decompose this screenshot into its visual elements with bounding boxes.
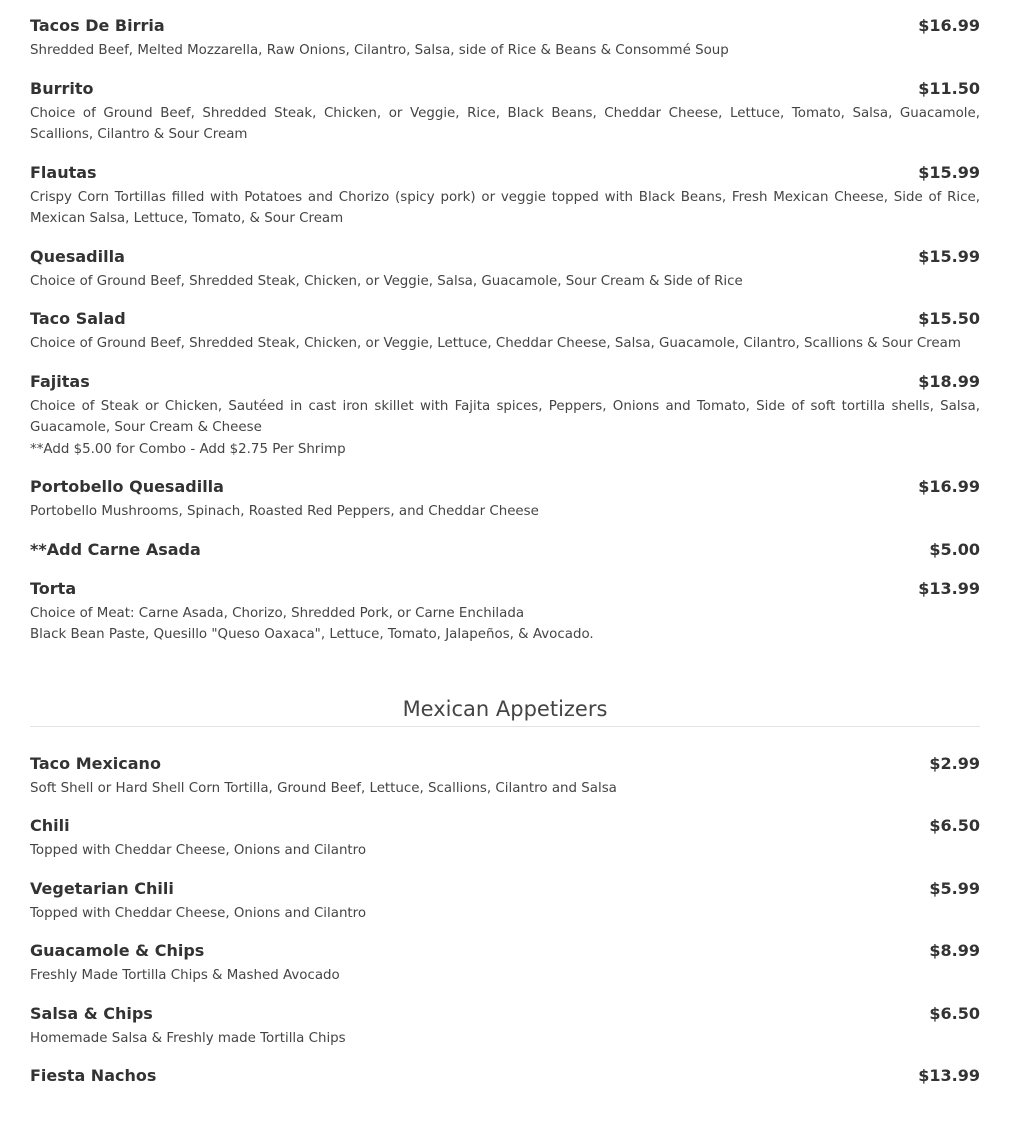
item-price: $8.99 bbox=[929, 941, 980, 960]
item-name: Taco Mexicano bbox=[30, 753, 161, 773]
item-price: $11.50 bbox=[918, 78, 980, 98]
item-price: $15.99 bbox=[918, 246, 980, 266]
menu-item bbox=[30, 877, 980, 925]
section-spacer bbox=[30, 727, 980, 752]
item-name: Guacamole & Chips bbox=[30, 941, 205, 960]
item-description: Topped with Cheddar Cheese, Onions and Cilantro bbox=[30, 905, 367, 921]
item-name: Torta bbox=[30, 578, 77, 598]
menu-item bbox=[30, 475, 980, 523]
item-price: $15.50 bbox=[918, 309, 980, 328]
item-price: $16.99 bbox=[918, 16, 980, 35]
item-name: Salsa & Chips bbox=[30, 1003, 153, 1023]
item-name: Tacos De Birria bbox=[30, 16, 165, 35]
item-price: $6.50 bbox=[929, 816, 980, 835]
menu-item bbox=[30, 77, 980, 146]
item-price: $13.99 bbox=[918, 578, 980, 598]
item-name: Flautas bbox=[30, 162, 97, 182]
item-description: Choice of Steak or Chicken, Sautéed in cast iron skillet with Fajita spices, Peppers, Onions and Tomato, Side of soft tortilla shells, Salsa, Guacamole, Sour Cream & Cheese bbox=[30, 398, 980, 435]
item-name: Chili bbox=[30, 816, 70, 835]
menu-item bbox=[30, 161, 980, 230]
item-name: Fajitas bbox=[30, 371, 90, 391]
menu-item bbox=[30, 370, 980, 461]
main-items-list bbox=[30, 14, 980, 646]
section-title: Mexican Appetizers bbox=[30, 694, 980, 727]
menu-item bbox=[30, 1064, 980, 1088]
menu-item bbox=[30, 752, 980, 800]
item-description: Topped with Cheddar Cheese, Onions and Cilantro bbox=[30, 843, 367, 858]
menu-item bbox=[30, 14, 980, 62]
item-description: Choice of Ground Beef, Shredded Steak, Chicken, or Veggie, Salsa, Guacamole, Sour Cream & Side of Rice bbox=[30, 273, 743, 289]
item-name: **Add Carne Asada bbox=[30, 539, 201, 559]
item-name: Burrito bbox=[30, 78, 94, 98]
item-note: **Add $5.00 for Combo - Add $2.75 Per Shrimp bbox=[30, 441, 346, 457]
item-price: $13.99 bbox=[918, 1066, 980, 1085]
item-description: Choice of Ground Beef, Shredded Steak, Chicken, or Veggie, Rice, Black Beans, Cheddar Cheese, Lettuce, Tomato, Salsa, Guacamole, Scallions, Cilantro & Sour Cream bbox=[30, 105, 980, 142]
menu-item bbox=[30, 939, 980, 987]
item-description: Soft Shell or Hard Shell Corn Tortilla, Ground Beef, Lettuce, Scallions, Cilantro and Salsa bbox=[30, 780, 617, 796]
item-price: $16.99 bbox=[918, 477, 980, 496]
item-price: $5.00 bbox=[929, 539, 980, 559]
menu-item bbox=[30, 538, 980, 562]
menu-item bbox=[30, 1002, 980, 1050]
item-name: Portobello Quesadilla bbox=[30, 477, 224, 496]
item-description: Choice of Meat: Carne Asada, Chorizo, Shredded Pork, or Carne Enchilada bbox=[30, 605, 525, 621]
item-description: Homemade Salsa & Freshly made Tortilla Chips bbox=[30, 1030, 346, 1046]
menu-item bbox=[30, 307, 980, 355]
appetizer-items-list bbox=[30, 752, 980, 1089]
item-price: $18.99 bbox=[918, 371, 980, 391]
item-description: Portobello Mushrooms, Spinach, Roasted Red Peppers, and Cheddar Cheese bbox=[30, 504, 539, 519]
menu-item bbox=[30, 577, 980, 646]
item-name: Vegetarian Chili bbox=[30, 878, 174, 898]
menu-item bbox=[30, 245, 980, 293]
item-price: $5.99 bbox=[929, 878, 980, 898]
item-note: Black Bean Paste, Quesillo "Queso Oaxaca", Lettuce, Tomato, Jalapeños, & Avocado. bbox=[30, 627, 594, 642]
item-description: Choice of Ground Beef, Shredded Steak, Chicken, or Veggie, Lettuce, Cheddar Cheese, Salsa, Guacamole, Cilantro, Scallions & Sour Cream bbox=[30, 336, 961, 351]
item-price: $6.50 bbox=[929, 1003, 980, 1023]
item-description: Crispy Corn Tortillas filled with Potatoes and Chorizo (spicy pork) or veggie topped with Black Beans, Fresh Mexican Cheese, Side of Rice, Mexican Salsa, Lettuce, Tomato, & Sour Cream bbox=[30, 189, 980, 226]
item-name: Fiesta Nachos bbox=[30, 1066, 157, 1085]
menu-item bbox=[30, 814, 980, 862]
item-name: Quesadilla bbox=[30, 246, 125, 266]
item-price: $15.99 bbox=[918, 162, 980, 182]
item-description: Shredded Beef, Melted Mozzarella, Raw Onions, Cilantro, Salsa, side of Rice & Beans & Consommé Soup bbox=[30, 43, 729, 58]
item-name: Taco Salad bbox=[30, 309, 126, 328]
item-price: $2.99 bbox=[929, 753, 980, 773]
item-description: Freshly Made Tortilla Chips & Mashed Avocado bbox=[30, 968, 340, 983]
